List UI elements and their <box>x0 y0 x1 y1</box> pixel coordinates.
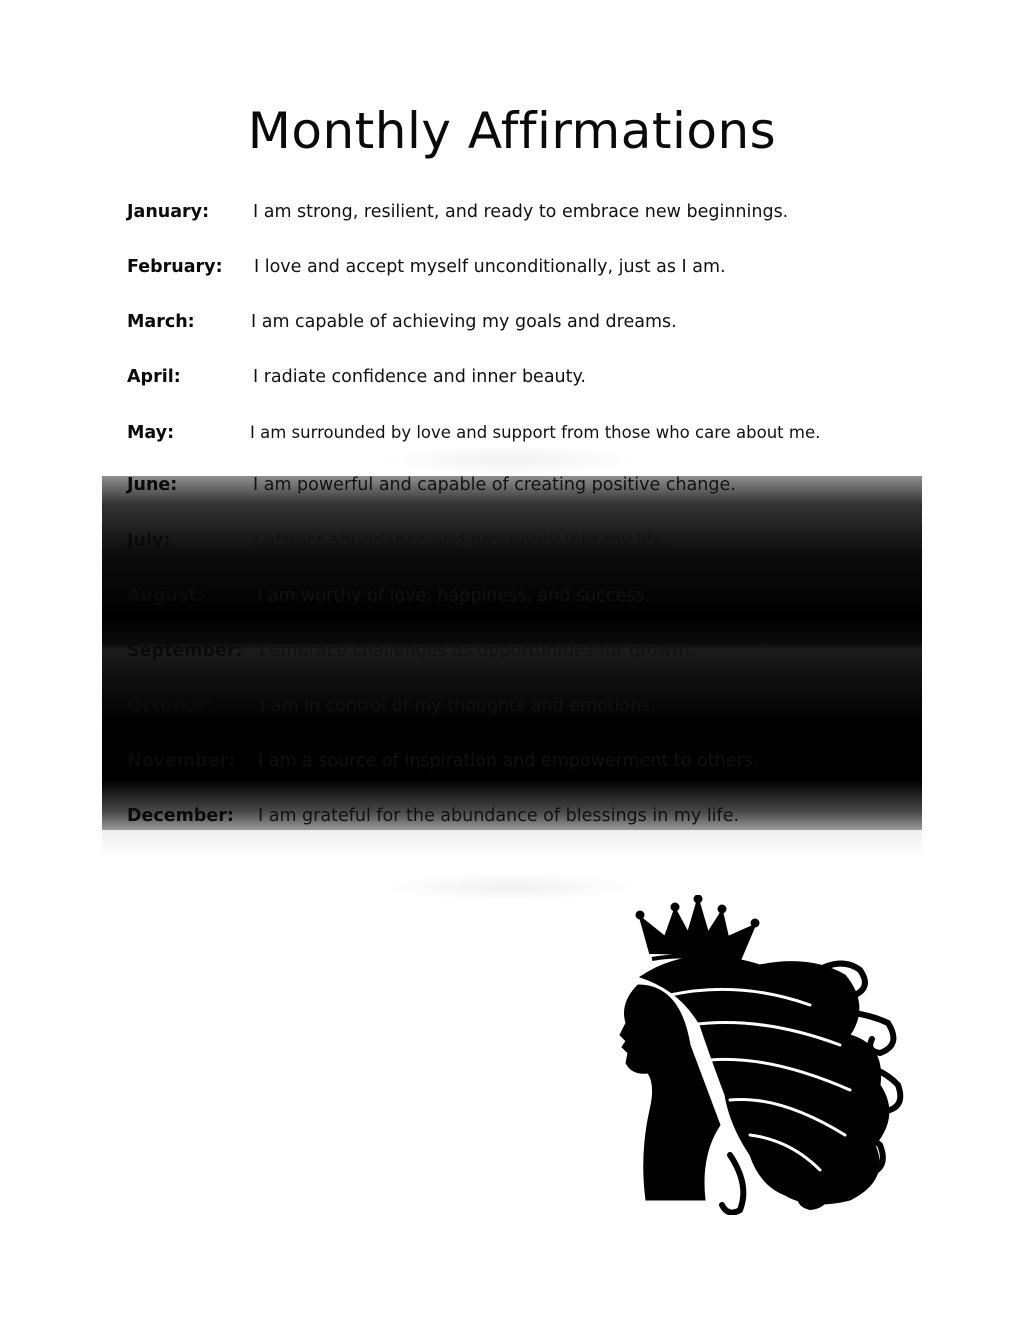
affirmation-text: I am worthy of love, happiness, and success. <box>257 586 651 606</box>
affirmation-text: I am powerful and capable of creating positive change. <box>253 475 736 495</box>
affirmation-text: I embrace challenges as opportunities for growth. <box>259 641 696 661</box>
month-label: February: <box>127 257 223 277</box>
month-label: March: <box>127 312 195 332</box>
month-label: August: <box>127 586 204 606</box>
month-label: December: <box>127 806 234 826</box>
affirmation-text: I am a source of inspiration and empowerment to others. <box>258 751 759 771</box>
crowned-woman-silhouette-icon <box>610 895 910 1215</box>
month-label: July: <box>127 531 171 551</box>
glow-bottom <box>380 872 640 902</box>
affirmation-text: I am in control of my thoughts and emotions. <box>260 696 656 716</box>
affirmation-text: I radiate confidence and inner beauty. <box>253 367 586 387</box>
month-label: November: <box>127 751 236 771</box>
band-fade <box>102 830 922 858</box>
affirmation-text: I attract abundance and prosperity into my life. <box>254 531 670 551</box>
month-label: May: <box>127 423 175 443</box>
month-label: January: <box>127 202 210 222</box>
affirmation-text: I am capable of achieving my goals and dreams. <box>251 312 677 332</box>
month-label: September: <box>127 641 243 661</box>
month-label: October: <box>127 696 213 716</box>
page-title: Monthly Affirmations <box>247 102 777 160</box>
affirmation-text: I am surrounded by love and support from those who care about me. <box>250 423 821 442</box>
month-label: June: <box>127 475 178 495</box>
affirmation-text: I love and accept myself unconditionally, just as I am. <box>254 257 726 277</box>
affirmation-text: I am strong, resilient, and ready to embrace new beginnings. <box>253 202 789 222</box>
affirmation-text: I am grateful for the abundance of blessings in my life. <box>258 806 740 826</box>
month-label: April: <box>127 367 181 387</box>
